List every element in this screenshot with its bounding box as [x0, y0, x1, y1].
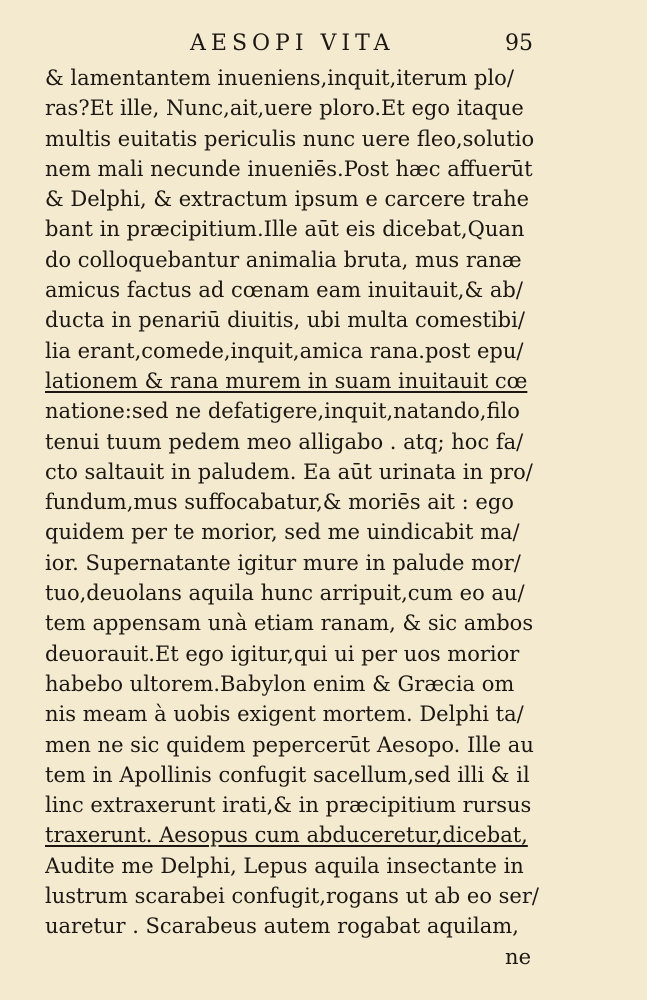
- text-line: lustrum scarabei confugit,rogans ut ab eo ser/: [45, 884, 539, 909]
- text-line: ras?Et ille, Nunc,ait,uere ploro.Et ego itaque: [45, 96, 524, 121]
- text-line: deuorauit.Et ego igitur,qui ui per uos morior: [45, 641, 520, 666]
- text-line: lia erant,comede,inquit,amica rana.post epu/: [45, 338, 524, 363]
- text-line: Audite me Delphi, Lepus aquila insectante in: [45, 853, 524, 878]
- text-line: uaretur . Scarabeus autem rogabat aquilam,: [45, 914, 519, 939]
- body-text: [45, 63, 545, 972]
- text-line: nis meam à uobis exigent mortem. Delphi ta/: [45, 702, 524, 727]
- text-line: & lamentantem inueniens,inquit,iterum plo/: [45, 66, 514, 90]
- text-line: ior. Supernatante igitur mure in palude mor/: [45, 550, 521, 575]
- page-number: 95: [505, 31, 533, 56]
- text-line: amicus factus ad cœnam eam inuitauit,& ab/: [45, 278, 523, 303]
- text-line: nem mali necunde inueniēs.Post hæc affuerūt: [45, 156, 533, 181]
- text-line: ducta in penariū diuitis, ubi multa comestibi/: [45, 308, 525, 333]
- text-line: natione:sed ne defatigere,inquit,natando,filo: [45, 399, 520, 424]
- text-line: linc extraxerunt irati,& in præcipitium rursus: [45, 793, 532, 818]
- text-line: do colloquebantur animalia bruta, mus ranæ: [45, 247, 522, 272]
- text-line: quidem per te morior, sed me uindicabit ma/: [45, 520, 520, 545]
- text-line: men ne sic quidem pepercerūt Aesopo. Ille au: [45, 732, 534, 757]
- text-line: bant in præcipitium.Ille aūt eis dicebat,Quan: [45, 217, 525, 242]
- text-line-underlined: lationem & rana murem in suam inuitauit cœ: [45, 368, 528, 393]
- text-line: habebo ultorem.Babylon enim & Græcia om: [45, 671, 515, 696]
- text-line: fundum,mus suffocabatur,& moriēs ait : ego: [45, 490, 514, 515]
- catchword: ne: [505, 944, 531, 969]
- text-line: tuo,deuolans aquila hunc arripuit,cum eo au/: [45, 581, 525, 606]
- text-line-underlined: traxerunt. Aesopus cum abduceretur,dicebat,: [45, 823, 528, 848]
- running-head: AESOPI VITA: [190, 31, 395, 56]
- text-line: tenui tuum pedem meo alligabo . atq; hoc fa/: [45, 429, 524, 454]
- text-line: tem in Apollinis confugit sacellum,sed illi & il: [45, 762, 530, 787]
- text-line: & Delphi, & extractum ipsum e carcere trahe: [45, 187, 530, 212]
- text-line: multis euitatis periculis nunc uere fleo,solutio: [45, 126, 535, 151]
- text-line: tem appensam unà etiam ranam, & sic ambos: [45, 611, 534, 636]
- text-line: cto saltauit in paludem. Ea aūt urinata in pro/: [45, 459, 533, 484]
